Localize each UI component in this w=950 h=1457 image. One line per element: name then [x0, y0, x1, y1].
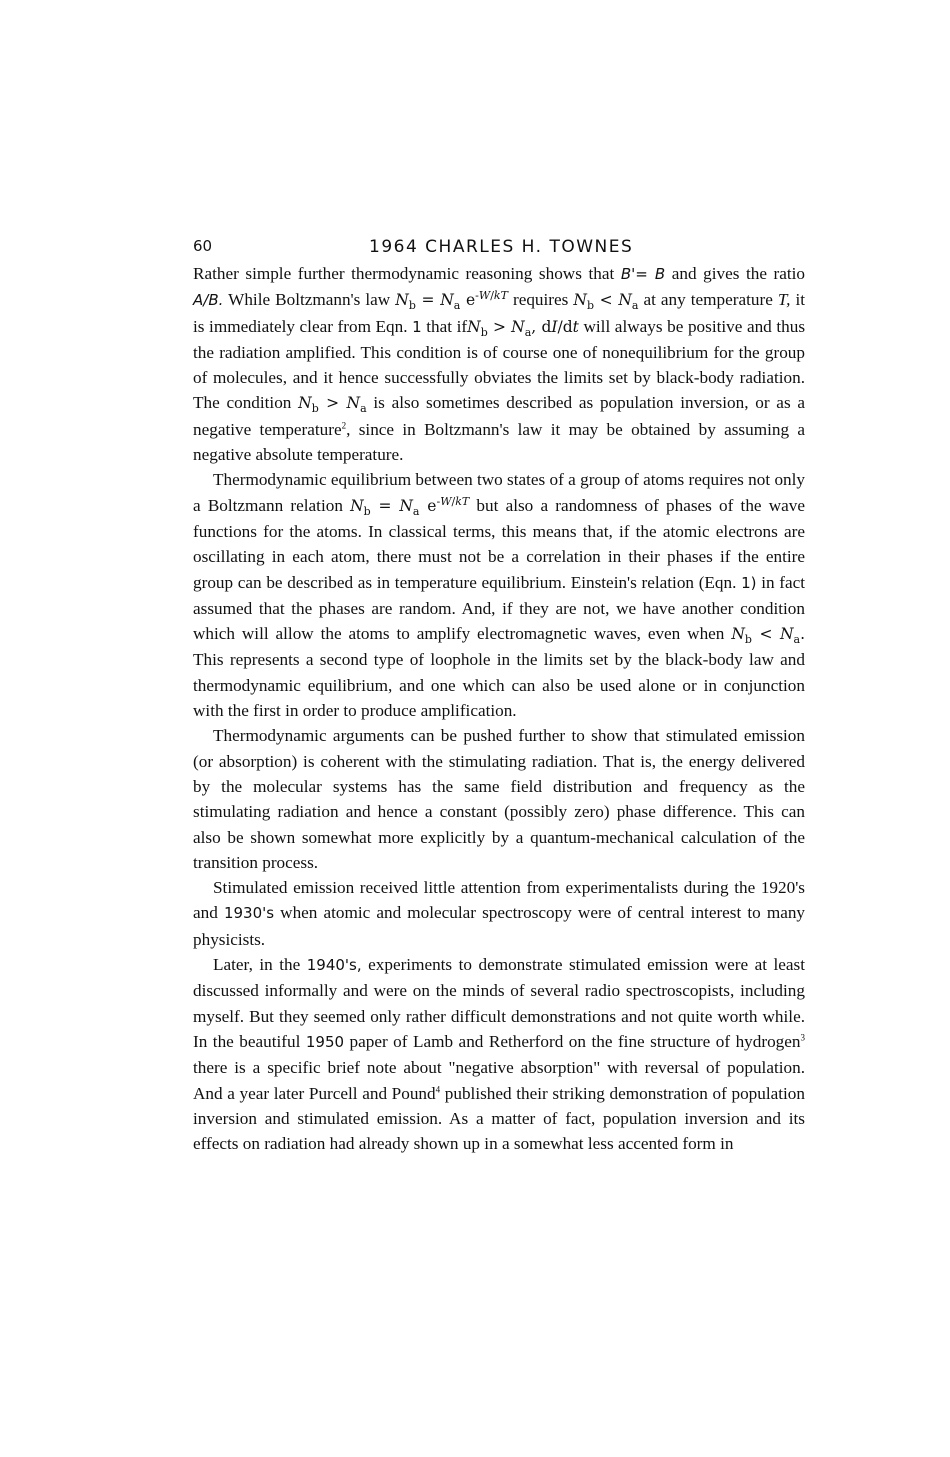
paragraph-4: Stimulated emission received little attention from experimentalists during the 1920's and 1930's when atomic and molecular spectroscopy were of central interest to many physicists.: [193, 878, 806, 949]
year-1930s: 1930's: [223, 904, 275, 923]
paragraph-2: Thermodynamic equilibrium between two states of a group of atoms requires not only a Boltzmann relation $N_b = N_a$ $e^{-W/kT}$ but also a randomness of phases of the wave functions for the atoms. In classical terms, this means that, if the atomic electrons are oscillating in each atom, there must not be a correlation in their phases if the entire group can be described as in temperature equilibrium. Einstein's relation (Eqn. 1) in fact assumed that the phases are random. And, if they are not, we have another condition which will allow the atoms to amplify electromagnetic waves, even when $N_b < N_a$. This represents a second type of loophole in the limits set by the black-body law and thermodynamic equilibrium, and one which can also be used alone or in conjunction with the first in order to produce amplification.: [193, 470, 806, 721]
running-head: [193, 233, 805, 261]
condition-nb-greater-na-didt: $N_b > N_a$, dI/dt: [467, 317, 579, 339]
paragraph-5: Later, in the 1940's, experiments to demonstrate stimulated emission were at least discussed informally and were on the minds of several radio spectroscopists, including myself. But they seemed only rather difficult demonstrations and not quite worth while. In the beautiful 1950 paper of Lamb and Retherford on the fine structure of hydrogen$^3$ there is a specific brief note about "negative absorption" with reversal of population. And a year later Purcell and Pound$^4$ published their striking demonstration of population inversion and stimulated emission. As a matter of fact, population inversion and its effects on radiation had already shown up in a somewhat less accented form in: [193, 955, 805, 1154]
condition-nb-less-na: $N_b < N_a$: [573, 291, 639, 313]
temperature-symbol: T,: [777, 290, 791, 310]
condition-nb-less-na: $N_b < N_a$.: [731, 625, 806, 647]
running-head-title: 1964 CHARLES H. TOWNES: [369, 237, 634, 257]
equation-number: 1): [741, 573, 757, 592]
condition-nb-greater-na: $N_b > N_a$: [298, 394, 367, 416]
boltzmann-equation: $N_b = N_a$ $e^{-W/kT}$: [395, 289, 508, 313]
reference-4: 4: [435, 1083, 441, 1094]
book-page: [193, 233, 805, 1156]
paragraph-3: Thermodynamic arguments can be pushed further to show that stimulated emission (or absorption) is coherent with the stimulating radiation. That is, the energy delivered by the molecular systems has the same field distribution and frequency as the stimulating radiation and hence a constant (possibly zero) phase difference. This can also be shown somewhat more explicitly by a quantum-mechanical calculation of the transition process.: [193, 726, 805, 872]
b-prime-equals-b: B'= B: [620, 265, 666, 283]
year-1950: 1950: [305, 1032, 345, 1051]
paragraph-1: Rather simple further thermodynamic reasoning shows that B'= B and gives the ratio A/B. While Boltzmann's law $N_b = N_a$ $e^{-W/kT}$ requires $N_b < N_a$ at any temperature T, it is immediately clear from Eqn. 1 that $ifN_b > N_a$, dI/dt will always be positive and thus the radiation amplified. This condition is of course one of nonequilibrium for the group of molecules, and it hence successfully obviates the limits set by black-body radiation. The condition $N_b > N_a$ is also sometimes described as population inversion, or as a negative temperature$^2$, since in Boltzmann's law it may be obtained by assuming a negative absolute temperature.: [193, 264, 806, 465]
ratio-a-b: A/B.: [193, 291, 224, 310]
page-number: 60: [193, 237, 213, 255]
reference-2: 2: [341, 420, 347, 431]
decade-1940s: 1940's,: [306, 956, 362, 975]
reference-3: 3: [800, 1032, 805, 1043]
equation-number: 1: [412, 317, 422, 336]
boltzmann-relation: $N_b = N_a$ $e^{-W/kT}$: [350, 494, 470, 518]
